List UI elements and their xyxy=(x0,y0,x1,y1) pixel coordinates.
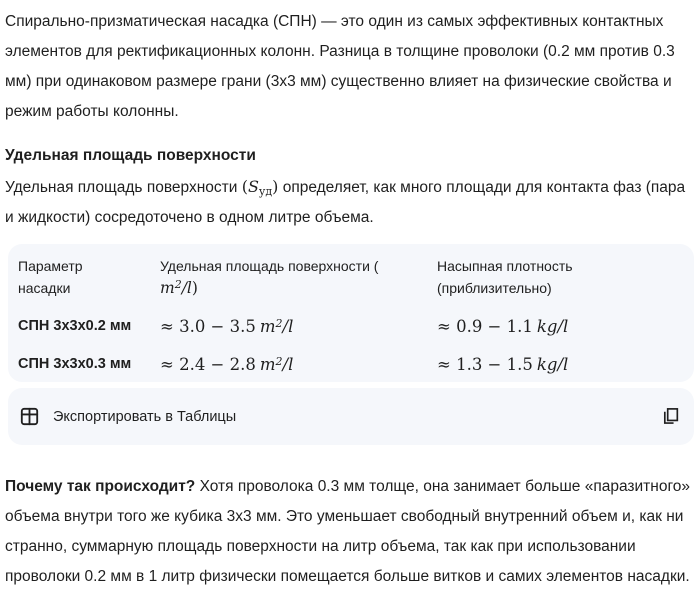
packing-table xyxy=(18,255,682,375)
copy-icon xyxy=(660,406,681,427)
section-heading: Удельная площадь поверхности xyxy=(5,147,256,164)
description-text-after: определяет, как много площади для контакта фаз (пара и жидкости) сосредоточено в одном литре объема. xyxy=(5,179,686,226)
why-paragraph-rest: Хотя проволока 0.3 мм толще, она занимает больше «паразитного» объема внутри того же кубика 3x3 мм. Это уменьшает свободный внутренний объем и, как ни странно, суммарную площадь поверхности на литр объема, так как при использовании проволоки 0.2 мм в 1 литр физически помещается больше витков и самих элементов насадки. xyxy=(5,478,691,585)
table-row-area-value: ≈ 3.0 − 3.5 $m^2/l$ xyxy=(160,317,294,336)
table-grid-icon xyxy=(19,406,40,427)
column-header-area: Удельная площадь поверхности ( $m^2/l$) xyxy=(160,258,379,297)
why-paragraph xyxy=(5,472,693,592)
column-header-param: Параметр насадки xyxy=(18,258,83,296)
table-actions-bar xyxy=(8,388,694,445)
table-row-param: СПН 3x3x0.2 мм xyxy=(18,318,132,334)
export-to-sheets-button[interactable] xyxy=(19,406,236,427)
surface-area-description xyxy=(5,172,693,233)
table-row-density-value: ≈ 0.9 − 1.1 kg/l xyxy=(437,317,569,336)
intro-paragraph: Спирально-призматическая насадка (СПН) — это один из самых эффективных контактных элементов для ректификационных колонн. Разница в толщине проволоки (0.2 мм против 0.3 мм) при одинаковом размере грани (3x3 мм) существенно влияет на физические свойства и режим работы колонны. xyxy=(5,13,675,120)
why-paragraph-lead: Почему так происходит? xyxy=(5,478,196,495)
column-header-density: Насыпная плотность (приблизительно) xyxy=(437,258,573,296)
table-row-area-value: ≈ 2.4 − 2.8 $m^2/l$ xyxy=(160,355,294,374)
export-button-label: Экспортировать в Таблицы xyxy=(53,408,237,425)
data-table-card xyxy=(8,244,694,382)
table-row-density-value: ≈ 1.3 − 1.5 kg/l xyxy=(437,355,569,374)
copy-table-button[interactable] xyxy=(660,406,681,427)
description-text-before: Удельная площадь поверхности xyxy=(5,179,242,196)
table-row-param: СПН 3x3x0.3 мм xyxy=(18,356,132,372)
s-ud-formula: $(S_{уд})$ xyxy=(241,177,279,198)
